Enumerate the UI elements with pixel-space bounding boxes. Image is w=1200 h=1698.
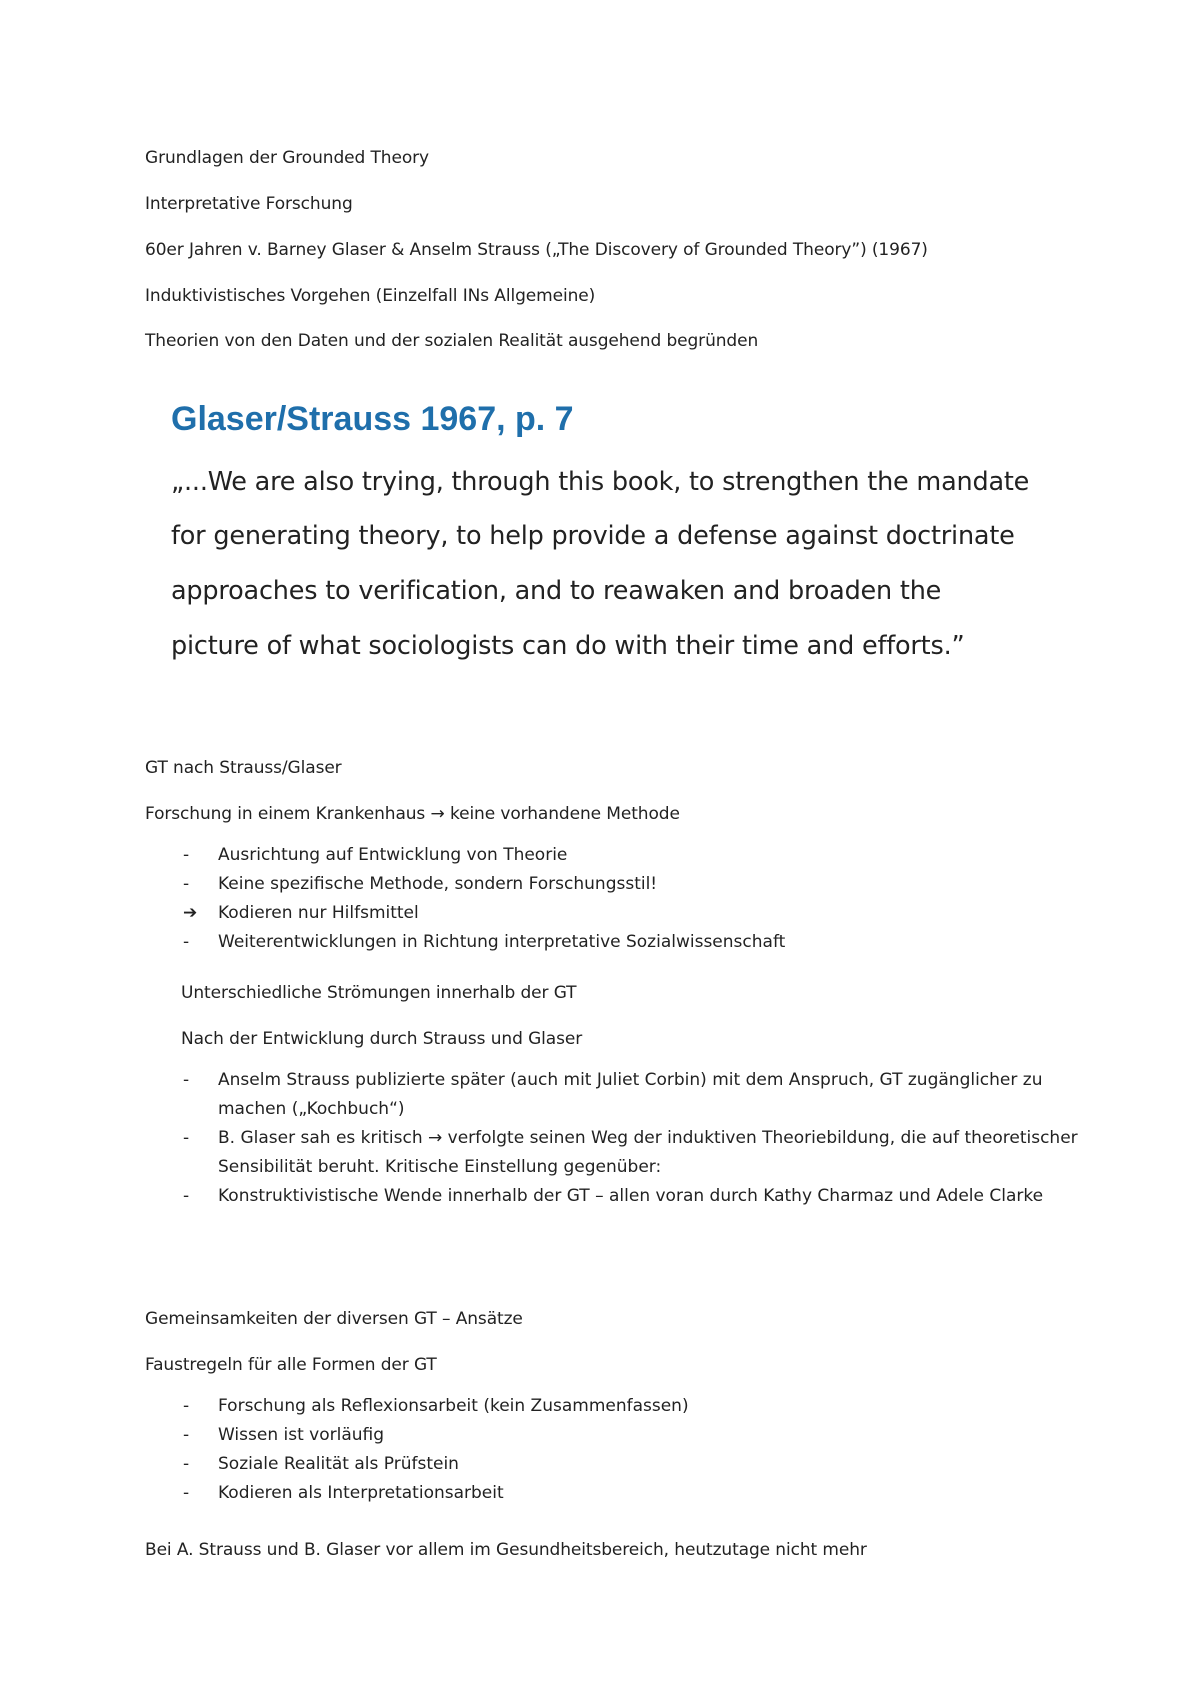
text-line: Forschung in einem Krankenhaus → keine vorhandene Methode (145, 804, 680, 824)
dash-bullet: - (183, 1396, 190, 1416)
arrow-icon: ➔ (183, 903, 198, 923)
dash-bullet: - (183, 1070, 190, 1090)
text-line: 60er Jahren v. Barney Glaser & Anselm Strauss („The Discovery of Grounded Theory”) (1967) (145, 240, 928, 260)
text-line: Induktivistisches Vorgehen (Einzelfall INs Allgemeine) (145, 286, 596, 306)
list-item-text: Kodieren als Interpretationsarbeit (218, 1483, 504, 1503)
list-item-text: Keine spezifische Methode, sondern Forschungsstil! (218, 874, 658, 894)
list-item-text: Kodieren nur Hilfsmittel (218, 903, 419, 923)
text-line: Theorien von den Daten und der sozialen Realität ausgehend begründen (145, 331, 759, 351)
list-item-text: Soziale Realität als Prüfstein (218, 1454, 459, 1474)
list-item (183, 841, 1083, 870)
dash-bullet: - (183, 1454, 190, 1474)
quote-line: „...We are also trying, through this book, to strengthen the mandate (171, 467, 1030, 497)
text-line: Bei A. Strauss und B. Glaser vor allem im Gesundheitsbereich, heutzutage nicht mehr (145, 1540, 867, 1560)
text-line: Nach der Entwicklung durch Strauss und Glaser (181, 1029, 583, 1049)
list-item (183, 1182, 1083, 1211)
list-item (183, 1450, 1083, 1479)
quote-title: Glaser/Strauss 1967, p. 7 (171, 400, 574, 438)
list-item (183, 870, 1083, 899)
dash-bullet: - (183, 1483, 190, 1503)
list-item (183, 1066, 1083, 1124)
list-item-text: Anselm Strauss publizierte später (auch mit Juliet Corbin) mit dem Anspruch, GT zugänglicher zu machen („Kochbuch“) (218, 1070, 1043, 1119)
list-item-text: Forschung als Reflexionsarbeit (kein Zusammenfassen) (218, 1396, 689, 1416)
list-item-text: Konstruktivistische Wende innerhalb der GT – allen voran durch Kathy Charmaz und Adele Clarke (218, 1186, 1044, 1206)
dash-bullet: - (183, 874, 190, 894)
list-item-text: Ausrichtung auf Entwicklung von Theorie (218, 845, 568, 865)
text-line: Interpretative Forschung (145, 194, 353, 214)
list-item (183, 928, 1083, 957)
dash-bullet: - (183, 1128, 190, 1148)
text-line: Faustregeln für alle Formen der GT (145, 1355, 437, 1375)
document-title: Grundlagen der Grounded Theory (145, 148, 429, 168)
dash-bullet: - (183, 1186, 190, 1206)
text-line: Unterschiedliche Strömungen innerhalb der GT (181, 983, 577, 1003)
list-item (183, 1124, 1083, 1182)
dash-bullet: - (183, 1425, 190, 1445)
section-heading: GT nach Strauss/Glaser (145, 758, 342, 778)
quote-line: for generating theory, to help provide a defense against doctrinate (171, 521, 1015, 551)
list-item (183, 899, 1083, 928)
section-heading: Gemeinsamkeiten der diversen GT – Ansätze (145, 1309, 523, 1329)
dash-bullet: - (183, 932, 190, 952)
list-item (183, 1479, 1083, 1508)
list-item-text: Weiterentwicklungen in Richtung interpretative Sozialwissenschaft (218, 932, 786, 952)
quote-line: picture of what sociologists can do with their time and efforts.” (171, 631, 965, 661)
list-item-text: Wissen ist vorläufig (218, 1425, 385, 1445)
quote-line: approaches to verification, and to reawaken and broaden the (171, 576, 942, 606)
list-item (183, 1421, 1083, 1450)
dash-bullet: - (183, 845, 190, 865)
list-item (183, 1392, 1083, 1421)
list-item-text: B. Glaser sah es kritisch → verfolgte seinen Weg der induktiven Theoriebildung, die auf theoretischer Sensibilität beruht. Kritische Einstellung gegenüber: (218, 1128, 1078, 1177)
